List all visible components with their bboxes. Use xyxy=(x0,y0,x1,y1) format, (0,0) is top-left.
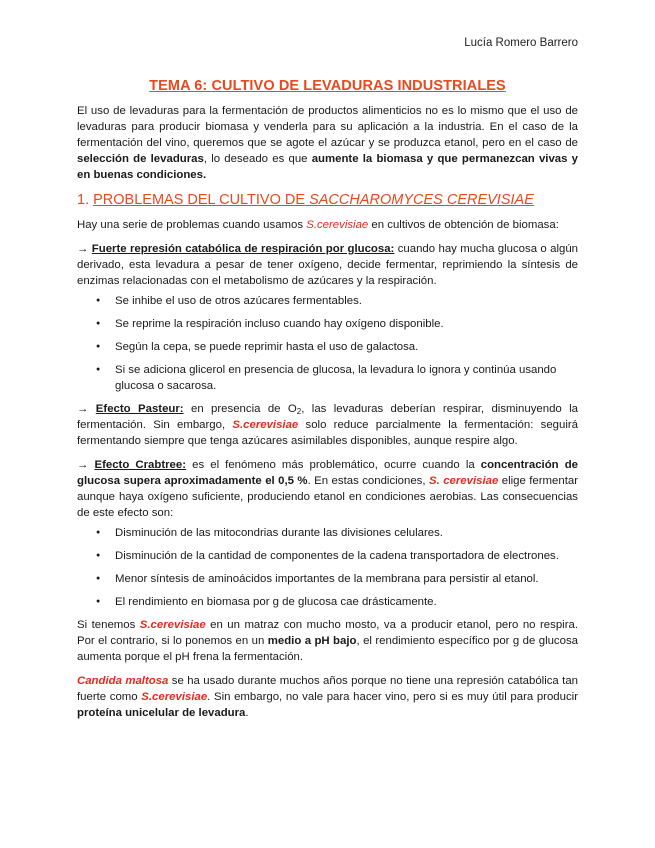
arrow-icon: → xyxy=(77,459,95,471)
consequences-list xyxy=(77,525,578,610)
list-item: ● Se inhibe el uso de otros azúcares fermentables. xyxy=(115,293,578,309)
list-item: ● El rendimiento en biomasa por g de glucosa cae drásticamente. xyxy=(115,594,578,610)
crabtree-text-2: . En estas condiciones, xyxy=(307,475,429,487)
section-heading-1 xyxy=(77,191,578,209)
list-item: ● Disminución de la cantidad de componentes de la cadena transportadora de electrones. xyxy=(115,548,578,564)
species-name: S. cerevisiae xyxy=(428,475,499,487)
repression-list xyxy=(77,293,578,394)
problems-text-2: en cultivos de obtención de biomasa: xyxy=(368,219,559,231)
intro-text-2: , lo deseado es que xyxy=(203,153,312,165)
crabtree-bold: concentración de glucosa supera aproximadamente el 0,5 % xyxy=(77,459,578,487)
list-item: ● Disminución de las mitocondrias durante las divisiones celulares. xyxy=(115,525,578,541)
document-body xyxy=(77,103,578,729)
list-item: ● Menor síntesis de aminoácidos importantes de la membrana para persistir al etanol. xyxy=(115,571,578,587)
pasteur-paragraph xyxy=(77,401,578,449)
problems-intro xyxy=(77,217,578,233)
matraz-paragraph xyxy=(77,617,578,665)
candida-text-1: se ha usado durante muchos años porque no tiene una represión catabólica tan fuerte como xyxy=(77,675,578,703)
oxygen-subscript: 2 xyxy=(296,407,302,416)
section-label: PROBLEMAS DEL CULTIVO DE xyxy=(93,192,310,208)
species-name: S.cerevisiae xyxy=(139,619,206,631)
species-name: S.cerevisiae xyxy=(232,419,299,431)
pasteur-text-1: en presencia de O xyxy=(183,403,297,415)
author-name: Lucía Romero Barrero xyxy=(464,37,578,49)
catabolic-repression-paragraph xyxy=(77,241,578,289)
section-label-italic: SACCHAROMYCES CEREVISIAE xyxy=(309,192,534,208)
intro-paragraph xyxy=(77,103,578,183)
crabtree-text-3: elige fermentar aunque haya oxígeno suficiente, produciendo etanol en condiciones aerobias. Las consecuencias de este efecto son: xyxy=(77,475,578,519)
intro-bold-2: aumente la biomasa y que permanezcan vivas y en buenas condiciones. xyxy=(77,153,579,181)
crabtree-paragraph xyxy=(77,457,578,521)
pasteur-text-2: , las levaduras deberían respirar, disminuyendo la fermentación. Sin embargo, xyxy=(77,403,578,431)
list-item: ● Según la cepa, se puede reprimir hasta el uso de galactosa. xyxy=(115,339,578,355)
intro-text-1: El uso de levaduras para la fermentación de productos alimenticios no es lo mismo que el uso de levaduras para producir biomasa y venderla para su aplicación a la industria. En el caso de la fermentación del vino, queremos que se agote el azúcar y se produzca etanol, pero en el caso de xyxy=(77,105,578,149)
matraz-bold: medio a pH bajo xyxy=(267,635,357,647)
catabolic-text: cuando hay mucha glucosa o algún derivado, esta levadura a pesar de tener oxígeno, decide fermentar, reprimiendo la síntesis de enzimas relacionadas con el metabolismo de azúcares y la respiración. xyxy=(77,243,578,287)
arrow-icon: → xyxy=(77,243,92,255)
species-name: S.cerevisiae xyxy=(141,691,208,703)
matraz-text-2: en un matraz con mucho mosto, va a producir etanol, pero no respira. Por el contrario, si lo ponemos en un xyxy=(77,619,578,647)
arrow-icon: → xyxy=(77,403,96,415)
pasteur-text-3: solo reduce parcialmente la fermentación: seguirá fermentando siempre que tenga azúcares asimilables disponibles, aunque respire algo. xyxy=(77,419,578,447)
list-item: ● Si se adiciona glicerol en presencia de glucosa, la levadura lo ignora y continúa usando glucosa o sacarosa. xyxy=(115,362,578,394)
catabolic-heading: Fuerte represión catabólica de respiración por glucosa: xyxy=(91,243,395,255)
crabtree-text-1: es el fenómeno más problemático, ocurre cuando la xyxy=(186,459,481,471)
section-number: 1. xyxy=(77,192,94,208)
page-title: TEMA 6: CULTIVO DE LEVADURAS INDUSTRIALES xyxy=(149,78,506,94)
list-item: ● Se reprime la respiración incluso cuando hay oxígeno disponible. xyxy=(115,316,578,332)
candida-paragraph xyxy=(77,673,578,721)
species-name: Candida maltosa xyxy=(77,675,169,687)
crabtree-heading: Efecto Crabtree: xyxy=(94,459,187,471)
candida-bold: proteína unicelular de levadura xyxy=(77,707,246,719)
problems-text-1: Hay una serie de problemas cuando usamos xyxy=(77,219,307,231)
intro-bold-1: selección de levaduras xyxy=(77,153,204,165)
species-name: S.cerevisiae xyxy=(306,219,369,231)
candida-text-2: . Sin embargo, no vale para hacer vino, pero si es muy útil para producir xyxy=(207,691,578,703)
pasteur-heading: Efecto Pasteur: xyxy=(95,403,184,415)
matraz-text-1: Si tenemos xyxy=(77,619,140,631)
candida-text-3: . xyxy=(245,707,249,719)
matraz-text-3: , el rendimiento específico por g de glucosa aumenta porque el pH frena la fermentación. xyxy=(77,635,578,663)
